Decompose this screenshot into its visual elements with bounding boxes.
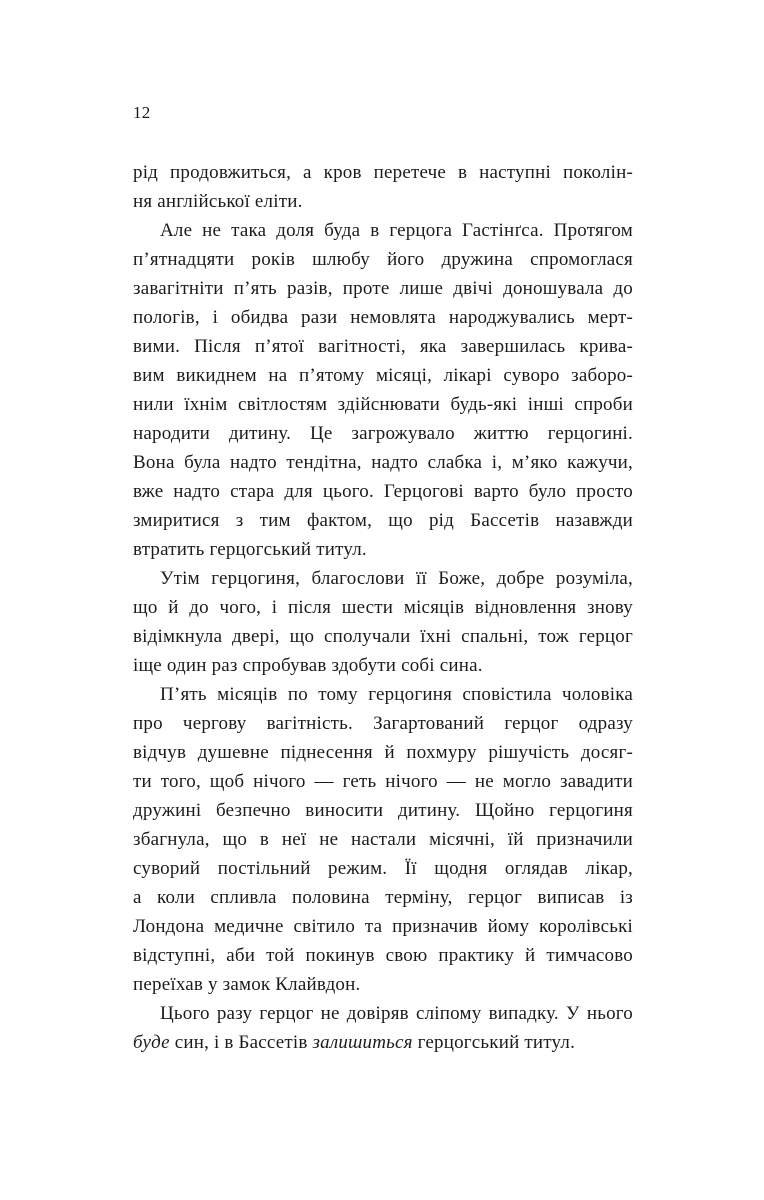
text-line (133, 651, 633, 680)
text-segment: відчув душевне піднесення й похмуру рішучість досяг- (133, 742, 633, 763)
text-line (133, 593, 633, 622)
text-line (133, 477, 633, 506)
text-line (133, 912, 633, 941)
text-segment: відступні, аби той покинув свою практику й тимчасово (133, 945, 633, 966)
italic-text: залишиться (312, 1032, 413, 1053)
text-line (133, 970, 633, 999)
text-line (133, 245, 633, 274)
text-segment: вими. Після п’ятої вагітності, яка завершилась крива- (133, 336, 633, 357)
paragraph (133, 158, 633, 216)
text-segment: П’ять місяців по тому герцогиня сповістила чоловіка (160, 684, 633, 705)
text-line (133, 1028, 633, 1057)
paragraph (133, 564, 633, 680)
text-segment: суворий постільний режим. Її щодня оглядав лікар, (133, 858, 633, 879)
text-segment: змиритися з тим фактом, що рід Бассетів назавжди (133, 510, 633, 531)
text-segment: Лондона медичне світило та призначив йому королівські (133, 916, 633, 937)
text-line (133, 564, 633, 593)
text-segment: втратить герцогський титул. (133, 539, 367, 560)
text-segment: іще один раз спробував здобути собі сина. (133, 655, 483, 676)
text-segment: а коли спливла половина терміну, герцог виписав із (133, 887, 633, 908)
text-line (133, 506, 633, 535)
text-segment: народити дитину. Це загрожувало життю герцогині. (133, 423, 633, 444)
text-line (133, 419, 633, 448)
text-line (133, 361, 633, 390)
text-line (133, 158, 633, 187)
text-segment: вже надто стара для цього. Герцогові варто було просто (133, 481, 633, 502)
text-line (133, 883, 633, 912)
text-line (133, 941, 633, 970)
text-segment: відімкнула двері, що сполучали їхні спальні, тож герцог (133, 626, 633, 647)
text-segment: переїхав у замок Клайвдон. (133, 974, 361, 995)
text-segment: Цього разу герцог не довіряв сліпому випадку. У нього (160, 1003, 633, 1024)
text-segment: Утім герцогиня, благослови її Боже, добре розуміла, (160, 568, 633, 589)
text-line (133, 622, 633, 651)
text-line (133, 854, 633, 883)
paragraph (133, 999, 633, 1057)
paragraph (133, 216, 633, 564)
text-segment: ня англійської еліти. (133, 191, 303, 212)
italic-text: буде (133, 1032, 170, 1053)
text-line (133, 216, 633, 245)
text-segment: вим викиднем на п’ятому місяці, лікарі суворо заборо- (133, 365, 633, 386)
page-number: 12 (133, 103, 151, 122)
text-segment: син, і в Бассетів (169, 1032, 313, 1053)
text-segment: ти того, щоб нічого — геть нічого — не могло завадити (133, 771, 633, 792)
text-line (133, 825, 633, 854)
text-line (133, 303, 633, 332)
text-line (133, 738, 633, 767)
text-line (133, 332, 633, 361)
text-line (133, 187, 633, 216)
text-segment: про чергову вагітність. Загартований герцог одразу (133, 713, 633, 734)
text-segment: рід продовжиться, а кров перетече в наступні поколін- (133, 162, 633, 183)
text-segment: завагітніти п’ять разів, проте лише двічі доношувала до (133, 278, 633, 299)
text-line (133, 999, 633, 1028)
text-line (133, 274, 633, 303)
text-block (133, 158, 633, 1057)
text-segment: Вона була надто тендітна, надто слабка і, м’яко кажучи, (133, 452, 633, 473)
paragraph (133, 680, 633, 999)
text-segment: дружині безпечно виносити дитину. Щойно герцогиня (133, 800, 633, 821)
text-line (133, 535, 633, 564)
text-line (133, 767, 633, 796)
text-segment: п’ятнадцяти років шлюбу його дружина спромоглася (133, 249, 633, 270)
text-segment: герцогський титул. (412, 1032, 576, 1053)
text-segment: нили їхнім світлостям здійснювати будь-які інші спроби (133, 394, 633, 415)
text-line (133, 680, 633, 709)
text-segment: Але не така доля буда в герцога Гастінґса. Протягом (160, 220, 633, 241)
text-line (133, 390, 633, 419)
text-segment: що й до чого, і після шести місяців відновлення знову (133, 597, 633, 618)
text-line (133, 796, 633, 825)
text-segment: пологів, і обидва рази немовлята народжувались мерт- (133, 307, 633, 328)
text-segment: збагнула, що в неї не настали місячні, їй призначили (133, 829, 633, 850)
text-line (133, 448, 633, 477)
text-line (133, 709, 633, 738)
